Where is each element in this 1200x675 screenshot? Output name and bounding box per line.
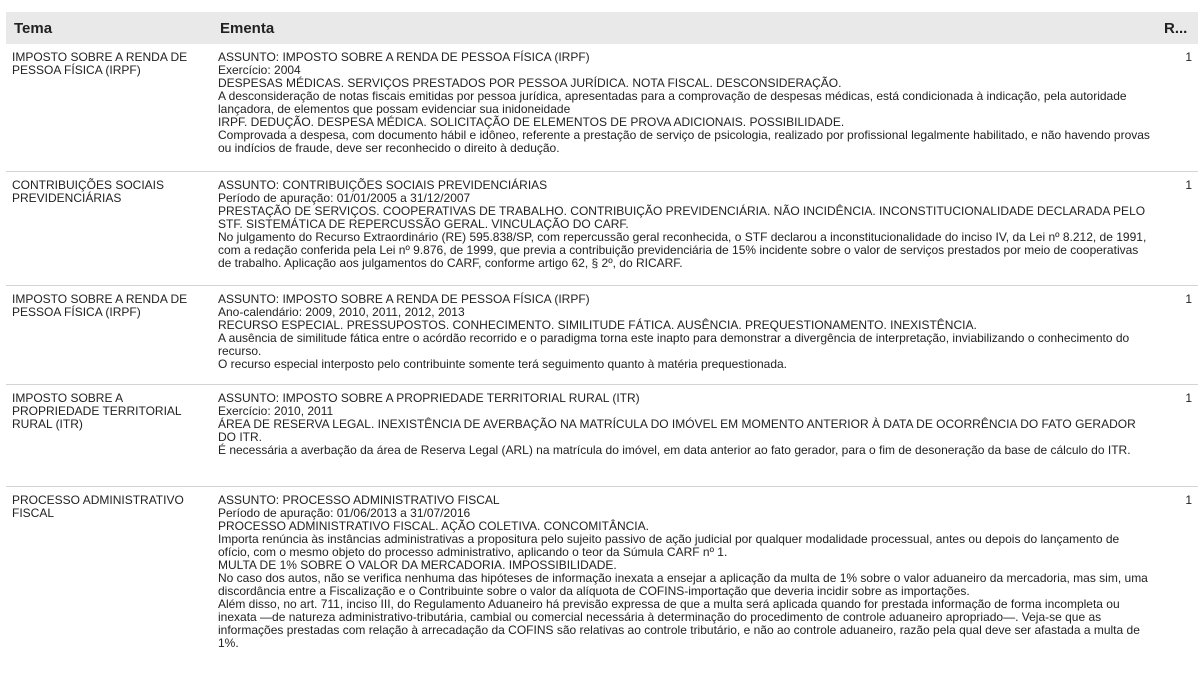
cell-ementa	[218, 392, 1150, 457]
column-header-ementa[interactable]: Ementa	[220, 20, 275, 37]
ementa-line: MULTA DE 1% SOBRE O VALOR DA MERCADORIA. IMPOSSIBILIDADE.	[218, 558, 617, 572]
ementa-line: Comprovada a despesa, com documento hábil e idôneo, referente a prestação de serviço de psicologia, realizado por profissional legalmente habilitado, e não havendo provas ou indícios de fraude, deve ser reconhecido o direito à dedução.	[218, 128, 1150, 155]
ementa-line: Período de apuração: 01/01/2005 a 31/12/2007	[218, 191, 471, 205]
ementa-line: DESPESAS MÉDICAS. SERVIÇOS PRESTADOS POR PESSOA JURÍDICA. NOTA FISCAL. DESCONSIDERAÇÃO.	[218, 76, 842, 90]
ementa-line: A desconsideração de notas fiscais emitidas por pessoa jurídica, apresentadas para a comprovação de despesas médicas, está condicionada à indicação, pela autoridade lançadora, de elementos que possam evidenciar sua inidoneidade	[218, 89, 1127, 116]
column-header-tema[interactable]: Tema	[14, 20, 53, 37]
table-row[interactable]	[6, 286, 1198, 385]
cell-r: 1	[1185, 292, 1192, 306]
ementa-line: Exercício: 2004	[218, 63, 301, 77]
ementa-line: É necessária a averbação da área de Reserva Legal (ARL) na matrícula do imóvel, em data anterior ao fato gerador, para o fim de desoneração da base de cálculo do ITR.	[218, 443, 1131, 457]
ementa-line: PRESTAÇÃO DE SERVIÇOS. COOPERATIVAS DE TRABALHO. CONTRIBUIÇÃO PREVIDENCIÁRIA. NÃO INCIDÊNCIA. INCONSTITUCIONALIDADE DECLARADA PELO STF. SISTEMÁTICA DE REPERCUSSÃO GERAL. VINCULAÇÃO DO CARF.	[218, 204, 1146, 231]
ementa-line: ASSUNTO: PROCESSO ADMINISTRATIVO FISCAL	[218, 493, 500, 507]
ementa-line: ÁREA DE RESERVA LEGAL. INEXISTÊNCIA DE AVERBAÇÃO NA MATRÍCULA DO IMÓVEL EM MOMENTO ANTERIOR À DATA DE OCORRÊNCIA DO FATO GERADOR DO ITR.	[218, 417, 1136, 444]
table-row[interactable]	[6, 172, 1198, 286]
cell-r: 1	[1185, 50, 1192, 64]
ementa-line: Além disso, no art. 711, inciso III, do Regulamento Aduaneiro há previsão expressa de que a multa será aplicada quando for prestada informação de forma incompleta ou inexata —de natureza administrativo-tributária, cambial ou comercial necessária à determinação do procedimento de controle aduaneiro apropriado—. Veja-se que as informações prestadas com relação à arrecadação da COFINS são relativas ao controle tributário, e não ao controle aduaneiro, razão pela qual deve ser afastada a multa de 1%.	[218, 597, 1140, 650]
column-header-r[interactable]: R...	[1164, 20, 1188, 37]
table-row[interactable]	[6, 487, 1198, 673]
ementa-line: Período de apuração: 01/06/2013 a 31/07/2016	[218, 506, 471, 520]
table-row[interactable]	[6, 385, 1198, 487]
cell-ementa	[218, 293, 1150, 371]
ementa-line: Exercício: 2010, 2011	[218, 404, 334, 418]
ementa-line: Importa renúncia às instâncias administrativas a propositura pelo sujeito passivo de ação judicial por qualquer modalidade processual, antes ou depois do lançamento de ofício, com o mesmo objeto do processo administrativo, aplicando o teor da Súmula CARF nº 1.	[218, 532, 1120, 559]
table-row[interactable]	[6, 44, 1198, 172]
cell-tema: CONTRIBUIÇÕES SOCIAIS PREVIDENCIÁRIAS	[12, 178, 165, 205]
cell-tema: IMPOSTO SOBRE A RENDA DE PESSOA FÍSICA (IRPF)	[12, 50, 188, 77]
table-header	[6, 12, 1198, 44]
cell-r: 1	[1185, 391, 1192, 405]
ementa-line: ASSUNTO: IMPOSTO SOBRE A RENDA DE PESSOA FÍSICA (IRPF)	[218, 50, 590, 64]
cell-ementa	[218, 179, 1150, 270]
ementa-line: No julgamento do Recurso Extraordinário (RE) 595.838/SP, com repercussão geral reconhecida, o STF declarou a inconstitucionalidade do inciso IV, da Lei nº 8.212, de 1991, com a redação conferida pela Lei nº 9.876, de 1999, que previa a contribuição previdenciária de 15% incidente sobre o valor de serviços prestados por meio de cooperativas de trabalho. Aplicação aos julgamentos do CARF, conforme artigo 62, § 2º, do RICARF.	[218, 230, 1147, 270]
ementa-line: ASSUNTO: IMPOSTO SOBRE A PROPRIEDADE TERRITORIAL RURAL (ITR)	[218, 391, 640, 405]
cell-ementa	[218, 494, 1150, 650]
ementa-line: RECURSO ESPECIAL. PRESSUPOSTOS. CONHECIMENTO. SIMILITUDE FÁTICA. AUSÊNCIA. PREQUESTIONAMENTO. INEXISTÊNCIA.	[218, 318, 977, 332]
cell-tema: IMPOSTO SOBRE A PROPRIEDADE TERRITORIAL RURAL (ITR)	[12, 391, 182, 431]
cell-r: 1	[1185, 178, 1192, 192]
cell-tema: IMPOSTO SOBRE A RENDA DE PESSOA FÍSICA (IRPF)	[12, 292, 188, 319]
ementa-line: O recurso especial interposto pelo contribuinte somente terá seguimento quanto à matéria prequestionada.	[218, 357, 788, 371]
ementa-line: ASSUNTO: CONTRIBUIÇÕES SOCIAIS PREVIDENCIÁRIAS	[218, 178, 548, 192]
ementa-line: ASSUNTO: IMPOSTO SOBRE A RENDA DE PESSOA FÍSICA (IRPF)	[218, 292, 590, 306]
ementa-line: IRPF. DEDUÇÃO. DESPESA MÉDICA. SOLICITAÇÃO DE ELEMENTOS DE PROVA ADICIONAIS. POSSIBILIDADE.	[218, 115, 845, 129]
cell-tema: PROCESSO ADMINISTRATIVO FISCAL	[12, 493, 184, 520]
cell-ementa	[218, 51, 1150, 155]
cell-r: 1	[1185, 493, 1192, 507]
ementa-line: No caso dos autos, não se verifica nenhuma das hipóteses de informação inexata a ensejar a aplicação da multa de 1% sobre o valor aduaneiro da mercadoria, mas sim, uma discordância entre a Fiscalização e o Contribuinte sobre o valor da alíquota de COFINS-importação que deveria incidir sobre as importações.	[218, 571, 1148, 598]
ementa-line: A ausência de similitude fática entre o acórdão recorrido e o paradigma torna este inapto para demonstrar a divergência de interpretação, inviabilizando o conhecimento do recurso.	[218, 331, 1130, 358]
ementa-line: PROCESSO ADMINISTRATIVO FISCAL. AÇÃO COLETIVA. CONCOMITÂNCIA.	[218, 519, 649, 533]
ementa-line: Ano-calendário: 2009, 2010, 2011, 2012, 2013	[218, 305, 465, 319]
